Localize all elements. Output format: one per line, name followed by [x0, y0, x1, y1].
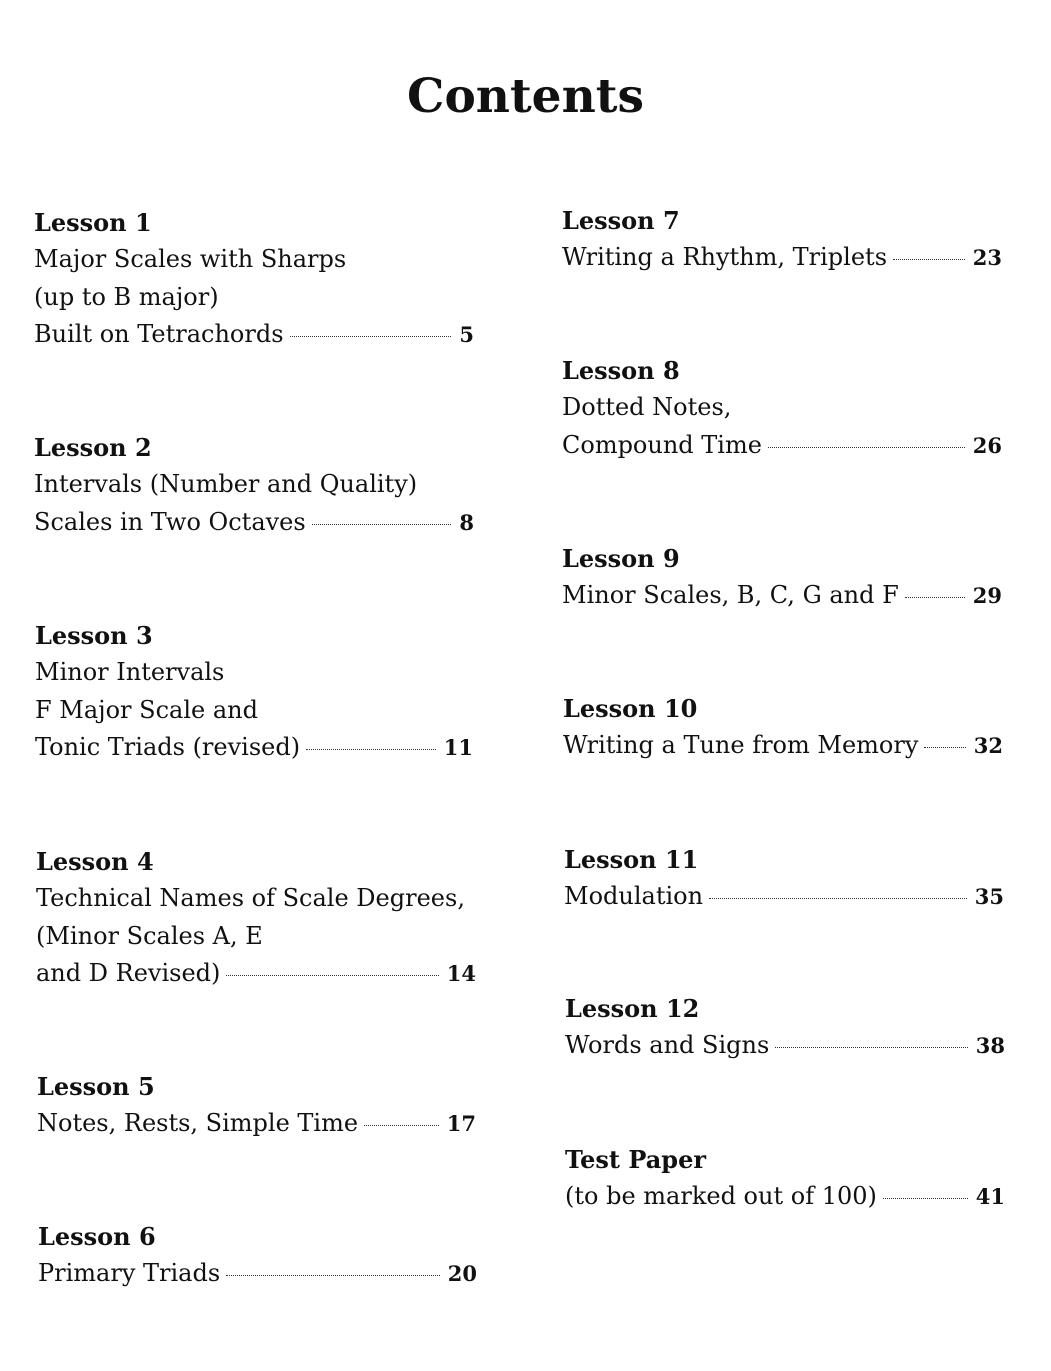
entry-last-line	[36, 955, 476, 993]
toc-entry-lesson-3[interactable]	[35, 617, 473, 767]
entry-line: Compound Time	[562, 430, 762, 459]
dot-leader	[775, 1046, 967, 1048]
dot-leader	[883, 1197, 968, 1199]
entry-last-line	[35, 729, 473, 767]
entry-line: Technical Names of Scale Degrees,	[36, 884, 465, 912]
entry-line: (to be marked out of 100)	[565, 1182, 877, 1210]
dot-leader	[312, 523, 452, 525]
entry-line: (Minor Scales A, E	[36, 921, 263, 950]
entry-title: Lesson 2	[34, 433, 152, 462]
entry-last-line	[562, 239, 1002, 277]
entry-title: Lesson 1	[34, 208, 152, 237]
entry-line: Minor Intervals	[35, 658, 225, 686]
page-number: 5	[459, 322, 474, 347]
page-title: Contents	[407, 69, 644, 124]
entry-title: Test Paper	[565, 1145, 706, 1174]
entry-line: Major Scales with Sharps	[34, 245, 347, 273]
entry-last-line	[562, 427, 1002, 465]
toc-entry-lesson-2[interactable]	[34, 429, 474, 541]
entry-line: (up to B major)	[34, 282, 219, 311]
entry-line: Modulation	[564, 882, 704, 910]
entry-title: Lesson 4	[36, 847, 154, 876]
dot-leader	[905, 596, 965, 598]
page-number: 14	[446, 961, 476, 986]
entry-title: Lesson 9	[562, 544, 680, 573]
page-number: 23	[972, 245, 1002, 270]
dot-leader	[924, 746, 965, 748]
entry-title: Lesson 6	[38, 1222, 156, 1251]
page-number: 8	[459, 509, 474, 535]
dot-leader	[306, 748, 436, 750]
toc-entry-lesson-12[interactable]	[565, 990, 1005, 1065]
entry-line: Dotted Notes,	[562, 393, 732, 421]
entry-line: and D Revised)	[36, 959, 221, 987]
page-number: 26	[972, 432, 1002, 458]
toc-entry-lesson-11[interactable]	[564, 841, 1004, 916]
entry-last-line	[34, 504, 474, 542]
entry-last-line	[37, 1105, 476, 1143]
entry-title: Lesson 3	[35, 621, 153, 650]
entry-line: Minor Scales, B, C, G and F	[562, 581, 899, 609]
toc-entry-lesson-5[interactable]	[37, 1068, 476, 1143]
entry-line: Words and Signs	[565, 1031, 770, 1059]
toc-entry-lesson-7[interactable]	[562, 202, 1002, 277]
entry-title: Lesson 11	[564, 845, 699, 874]
dot-leader	[893, 258, 965, 260]
page-number: 41	[975, 1184, 1005, 1209]
toc-entry-lesson-10[interactable]	[563, 690, 1003, 765]
entry-line: Scales in Two Octaves	[34, 507, 306, 536]
entry-line: Primary Triads	[38, 1259, 221, 1287]
entry-last-line	[565, 1027, 1005, 1065]
page-number: 17	[446, 1111, 476, 1136]
entry-last-line	[565, 1178, 1005, 1216]
page-number: 38	[975, 1033, 1005, 1058]
entry-title: Lesson 7	[562, 206, 680, 235]
entry-last-line	[563, 727, 1003, 765]
entry-last-line	[564, 878, 1004, 916]
toc-entry-test-paper[interactable]	[565, 1141, 1005, 1216]
entry-line: Intervals (Number and Quality)	[34, 470, 418, 498]
toc-entry-lesson-6[interactable]	[38, 1218, 477, 1293]
toc-entry-lesson-4[interactable]	[36, 843, 476, 993]
entry-last-line	[562, 577, 1002, 615]
entry-line: Writing a Tune from Memory	[563, 731, 919, 759]
page-number: 32	[973, 733, 1003, 758]
dot-leader	[226, 974, 438, 976]
entry-title: Lesson 5	[37, 1072, 155, 1101]
page-number: 11	[443, 735, 473, 760]
entry-title: Lesson 10	[563, 694, 698, 723]
entry-line: Built on Tetrachords	[34, 320, 284, 348]
dot-leader	[290, 335, 452, 337]
dot-leader	[768, 446, 965, 448]
dot-leader	[709, 897, 967, 899]
entry-line: Tonic Triads (revised)	[35, 733, 301, 761]
entry-line: F Major Scale and	[35, 695, 258, 724]
entry-last-line	[34, 316, 474, 354]
dot-leader	[364, 1124, 439, 1126]
toc-entry-lesson-1[interactable]	[34, 204, 474, 354]
toc-entry-lesson-9[interactable]	[562, 540, 1002, 615]
entry-line: Notes, Rests, Simple Time	[37, 1109, 359, 1137]
entry-last-line	[38, 1255, 477, 1293]
entry-line: Writing a Rhythm, Triplets	[562, 243, 888, 271]
page-number: 35	[974, 884, 1004, 909]
entry-title: Lesson 8	[562, 356, 680, 385]
toc-entry-lesson-8[interactable]	[562, 352, 1002, 464]
dot-leader	[226, 1274, 440, 1276]
page-number: 29	[972, 583, 1002, 608]
page-number: 20	[447, 1261, 477, 1286]
entry-title: Lesson 12	[565, 994, 700, 1023]
